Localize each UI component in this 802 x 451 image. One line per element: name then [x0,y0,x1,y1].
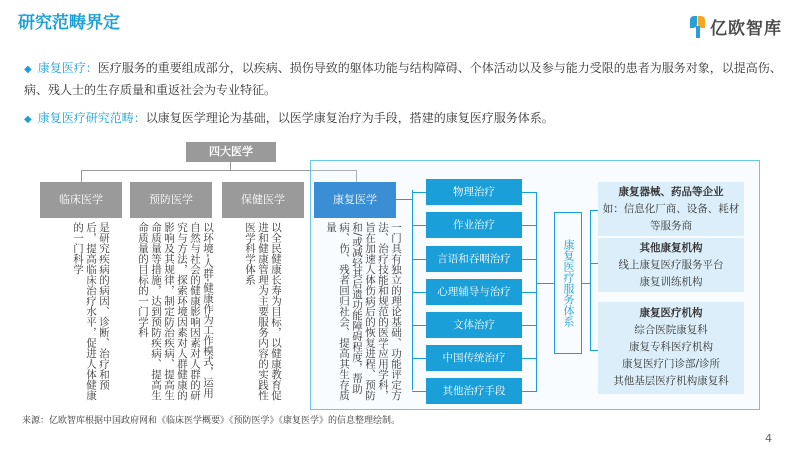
connector [522,358,536,359]
group-item: 康复医疗门诊部/诊所 [621,358,721,370]
brand-logo [690,14,782,39]
connector [412,325,426,326]
group-medical-institutions [598,302,744,394]
connector [582,283,590,284]
connector-spine [536,192,537,392]
bullet-key: 康复医疗： [37,61,98,75]
group-item: 如：信息化厂商、设备、耗材 [602,203,740,215]
therapy-item: 其他治疗手段 [426,378,522,404]
therapy-item: 心理辅导与治疗 [426,279,522,305]
col-body-clinical: 是研究疾病的病因、诊断、治疗和预后，提高临床治疗水平，促进人体健康的一门科学 [72,222,110,401]
connector [522,325,536,326]
group-item: 康复训练机构 [639,276,703,288]
source-note: 来源：亿欧智库根据中国政府网和《临床医学概要》《预防医学》《康复医学》的信息整理绘制。 [22,416,401,426]
connector-spine [412,190,413,390]
bullet-text: 医疗服务的重要组成部分，以疾病、损伤导致的躯体功能与结构障碍、个体活动以及参与能力受限的患者为服务对象，以提高伤、病、残人士的生存质量和重返社会为专业特征。 [24,61,782,97]
group-other-institutions [598,238,744,292]
therapy-item: 文体治疗 [426,312,522,338]
connector [536,283,554,284]
col-body-preventive: 以环境-人群-健康作为工作模式，运用自然与社会的健康影响因素对人群的研究与方法，探索环境因素对人群健康的影响及其规律，制定防治疾病、提高生命质量等措施，达到预防疾病、提高生命质量的目标的一门学科 [137,222,214,401]
col-head-preventive: 预防医学 [130,182,212,218]
connector [412,192,426,193]
col-head-clinical: 临床医学 [40,182,122,218]
connector [412,391,426,392]
diamond-bullet-icon: ◆ [24,114,32,125]
connector [522,225,536,226]
rehab-service-system: 康复医疗服务体系 [554,212,582,354]
connector [590,263,598,264]
page-title: 研究范畴界定 [18,13,120,33]
bullet-key: 康复医疗研究范畴： [37,111,146,125]
logo-icon [690,16,706,38]
page-number: 4 [765,432,772,445]
connector [590,210,598,211]
connector [522,259,536,260]
therapy-item: 中国传统治疗 [426,345,522,371]
connector-spine [590,210,591,350]
bracket-stem [230,162,231,170]
group-head: 康复医疗机构 [639,307,703,319]
connector [522,292,536,293]
group-head: 其他康复机构 [639,242,703,254]
diamond-bullet-icon: ◆ [24,64,32,75]
group-item: 其他基层医疗机构康复科 [613,375,729,387]
therapy-item: 言语和吞咽治疗 [426,246,522,272]
logo-text: 亿欧智库 [710,19,782,39]
group-item: 康复专科医疗机构 [629,341,713,353]
connector [522,192,536,193]
bracket-left [81,170,82,182]
connector [412,292,426,293]
therapy-item: 物理治疗 [426,179,522,205]
group-item: 综合医院康复科 [634,324,708,336]
connector [412,259,426,260]
four-medicine-label: 四大医学 [186,142,276,162]
bullet-rehab-medical [24,58,784,100]
col-head-rehab: 康复医学 [314,182,396,218]
bullet-text: 以康复医学理论为基础，以医学康复治疗为手段，搭建的康复医疗服务体系。 [145,111,554,125]
therapy-item: 作业治疗 [426,212,522,238]
bullet-research-scope [24,108,784,130]
col-body-rehab: 一门具有独立的理论基础、功能评定方法、治疗技能和规范的医学应用学科，旨在加速人体伤病后的恢复进程、预防和/或减轻其后遗功能障碍程度，帮助病、伤、残者回归社会、提高其生存质量 [325,222,402,401]
connector [396,199,412,200]
group-head: 康复器械、药品等企业 [618,186,724,198]
connector [522,391,536,392]
col-head-healthcare: 保健医学 [222,182,304,218]
connector [590,350,598,351]
connector [412,358,426,359]
group-enterprises [598,182,744,236]
group-item: 线上康复医疗服务平台 [618,259,724,271]
col-body-healthcare: 以全民健康长寿为目标，以健康教育促进和健康管理为主要服务内容的实践性医学科学体系 [244,222,282,401]
connector [412,225,426,226]
group-item: 等服务商 [650,220,692,232]
